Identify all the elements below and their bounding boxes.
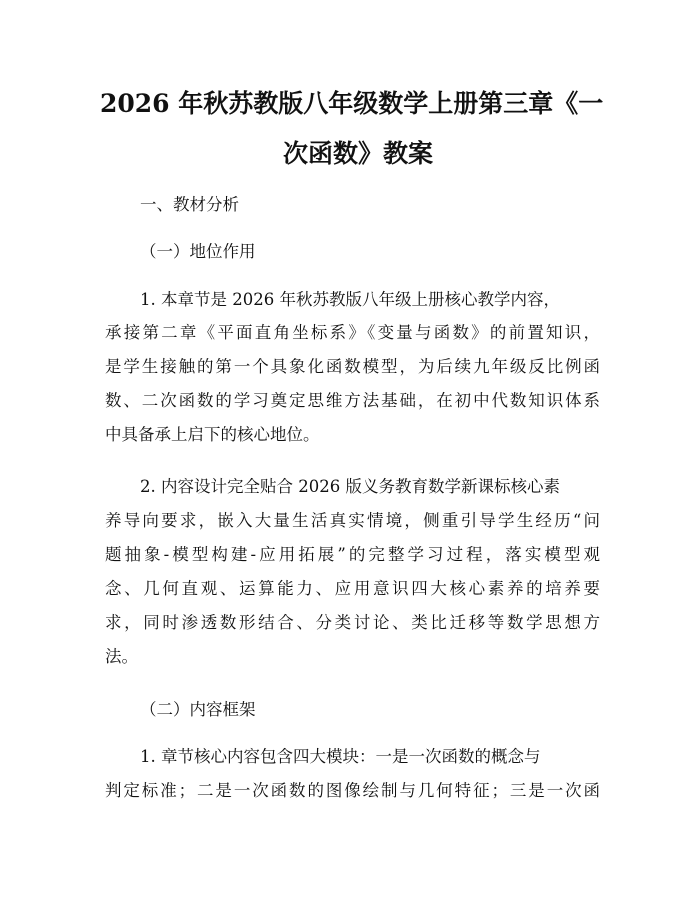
- paragraph-1-line-1: 1. 本章节是 2026 年秋苏教版八年级上册核心教学内容，: [140, 290, 560, 309]
- subsection-heading-content-framework: （二）内容框架: [140, 700, 256, 719]
- paragraph-2-line-5: 求，同时渗透数形结合、分类讨论、类比迁移等数学思想方: [105, 613, 600, 632]
- paragraph-1-line-2: 承接第二章《平面直角坐标系》《变量与函数》的前置知识，: [105, 323, 600, 342]
- paragraph-2-line-4: 念、几何直观、运算能力、应用意识四大核心素养的培养要: [105, 579, 600, 598]
- paragraph-1-line-5: 中具备承上启下的核心地位。: [105, 425, 320, 444]
- subsection-heading-position-role: （一）地位作用: [140, 242, 256, 261]
- paragraph-3-line-1: 1. 章节核心内容包含四大模块：一是一次函数的概念与: [140, 747, 541, 766]
- paragraph-2-line-6: 法。: [105, 647, 138, 666]
- paragraph-1-line-4: 数、二次函数的学习奠定思维方法基础，在初中代数知识体系: [105, 391, 600, 410]
- section-heading-textbook-analysis: 一、教材分析: [140, 195, 239, 214]
- paragraph-3-line-2: 判定标准；二是一次函数的图像绘制与几何特征；三是一次函: [105, 781, 600, 800]
- paragraph-2-line-2: 养导向要求，嵌入大量生活真实情境，侧重引导学生经历“问: [105, 511, 600, 530]
- paragraph-2-line-1: 2. 内容设计完全贴合 2026 版义务教育数学新课标核心素: [140, 477, 560, 496]
- document-title-line-1: 2026 年秋苏教版八年级数学上册第三章《一: [100, 89, 604, 118]
- paragraph-2-line-3: 题抽象-模型构建-应用拓展”的完整学习过程，落实模型观: [105, 545, 600, 564]
- paragraph-1-line-3: 是学生接触的第一个具象化函数模型，为后续九年级反比例函: [105, 357, 600, 376]
- document-title-line-2: 次函数》教案: [283, 139, 434, 168]
